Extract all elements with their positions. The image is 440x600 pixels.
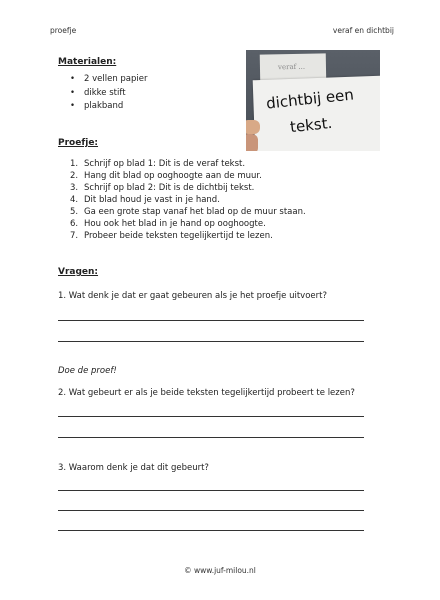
materials-list <box>70 73 148 114</box>
list-item: 3. Schrijf op blad 2: Dit is de dichtbij tekst. <box>70 183 255 193</box>
question-3: 3. Waarom denk je dat dit gebeurt? <box>58 463 209 473</box>
list-item: 4. Dit blad houd je vast in je hand. <box>70 195 220 205</box>
handwriting-line-2: tekst. <box>289 113 334 137</box>
answer-line[interactable] <box>58 341 364 342</box>
answer-line[interactable] <box>58 437 364 438</box>
handwriting-line-1: dichtbij een <box>265 85 355 113</box>
bullet-icon: • <box>70 87 76 98</box>
list-item: 6. Hou ook het blad in je hand op ooghoogte. <box>70 219 266 229</box>
list-item: • 2 vellen papier <box>70 73 148 87</box>
answer-line[interactable] <box>58 416 364 417</box>
questions-title: Vragen: <box>58 267 99 277</box>
instruction-text: Doe de proef! <box>58 366 117 376</box>
list-item: • plakband <box>70 100 148 114</box>
experiment-photo <box>246 50 380 151</box>
header-right: veraf en dichtbij <box>332 26 394 35</box>
header-left: proefje <box>50 26 77 35</box>
back-paper-text: veraf ... <box>277 62 306 72</box>
list-item: 1. Schrijf op blad 1: Dit is de veraf tekst. <box>70 159 246 169</box>
bullet-icon: • <box>70 101 76 111</box>
answer-line[interactable] <box>58 510 364 511</box>
list-item: 2. Hang dit blad op ooghoogte aan de muur. <box>70 171 262 181</box>
list-item: 5. Ga een grote stap vanaf het blad op de muur staan. <box>70 207 306 217</box>
question-1: 1. Wat denk je dat er gaat gebeuren als je het proefje uitvoert? <box>58 291 327 301</box>
answer-line[interactable] <box>58 320 364 321</box>
hand <box>246 134 258 151</box>
front-paper <box>253 76 380 151</box>
question-2: 2. Wat gebeurt er als je beide teksten tegelijkertijd probeert te lezen? <box>58 388 355 398</box>
experiment-title: Proefje: <box>58 138 99 148</box>
hand <box>246 120 260 134</box>
materials-title: Materialen: <box>58 57 117 67</box>
footer-credit: © www.juf-milou.nl <box>184 566 256 575</box>
experiment-steps <box>70 158 306 242</box>
answer-line[interactable] <box>58 530 364 531</box>
bullet-icon: • <box>70 74 76 84</box>
list-item: • dikke stift <box>70 87 148 101</box>
list-item: 7. Probeer beide teksten tegelijkertijd te lezen. <box>70 231 273 241</box>
answer-line[interactable] <box>58 490 364 491</box>
